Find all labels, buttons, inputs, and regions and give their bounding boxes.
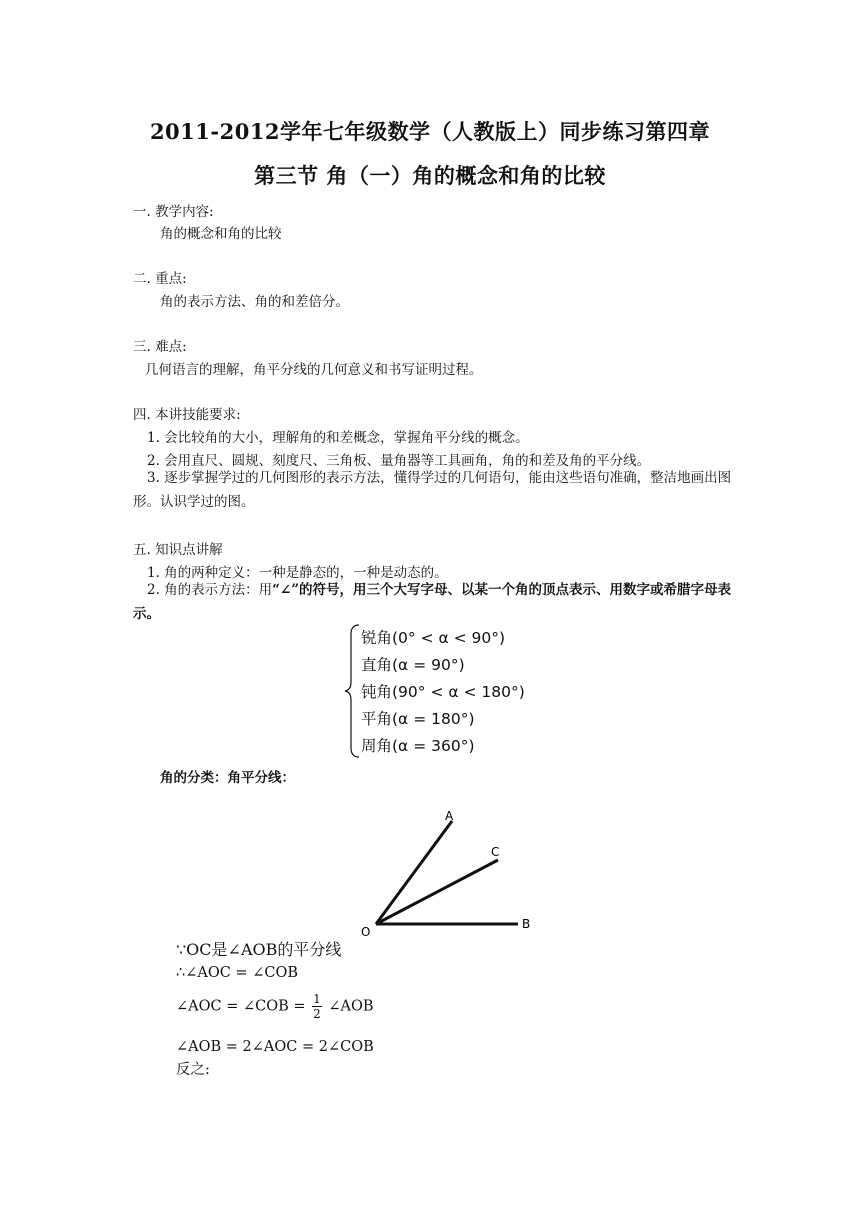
section5-item2-plain: 2. 角的表示方法：用 bbox=[147, 582, 273, 598]
full-angle-row: 周角(α = 360°) bbox=[361, 737, 475, 755]
document-title-line1: 2011-2012学年七年级数学（人教版上）同步练习第四章 bbox=[149, 119, 711, 144]
fraction-denominator: 2 bbox=[313, 1007, 321, 1021]
acute-angle-row: 锐角(0° < α < 90°) bbox=[361, 629, 506, 647]
fraction-numerator: 1 bbox=[313, 992, 321, 1006]
ray-oc bbox=[376, 860, 498, 924]
proof-line5: 反之: bbox=[176, 1062, 210, 1078]
angle-bisector-diagram bbox=[350, 800, 550, 940]
section5-heading: 五. 知识点讲解 bbox=[133, 542, 223, 558]
right-angle-row: 直角(α = 90°) bbox=[361, 656, 465, 674]
section4-heading: 四. 本讲技能要求: bbox=[133, 407, 241, 423]
obtuse-angle-row: 钝角(90° < α < 180°) bbox=[361, 683, 525, 701]
section3-body: 几何语言的理解，角平分线的几何意义和书写证明过程。 bbox=[145, 362, 483, 378]
section1-heading: 一. 教学内容: bbox=[133, 204, 214, 220]
section2-body: 角的表示方法、角的和差倍分。 bbox=[160, 294, 349, 310]
section5-item2-bold: “∠”的符号，用三个大写字母、以某一个角的顶点表示、用数字或希腊字母表示。 bbox=[133, 582, 732, 622]
proof-line2: ∴∠AOC = ∠COB bbox=[176, 965, 298, 981]
point-label-c: C bbox=[491, 845, 500, 859]
section1-body: 角的概念和角的比较 bbox=[160, 226, 282, 242]
proof-line3-right: ∠AOB bbox=[328, 998, 374, 1015]
point-label-o: O bbox=[361, 925, 371, 939]
proof-line3 bbox=[176, 992, 374, 1021]
straight-angle-row: 平角(α = 180°) bbox=[361, 710, 475, 728]
proof-line4: ∠AOB = 2∠AOC = 2∠COB bbox=[176, 1039, 374, 1055]
section4-item3: 3. 逐步掌握学过的几何图形的表示方法，懂得学过的几何语句，能由这些语句准确，整洁地画出图形。认识学过的图。 bbox=[133, 470, 732, 510]
left-brace bbox=[343, 622, 361, 760]
one-half-fraction bbox=[312, 992, 322, 1021]
point-label-b: B bbox=[522, 917, 531, 931]
section5-item2 bbox=[133, 578, 733, 626]
section3-heading: 三. 难点: bbox=[133, 339, 187, 355]
ray-oa bbox=[376, 821, 452, 924]
section5-item1: 1. 角的两种定义：一种是静态的，一种是动态的。 bbox=[147, 565, 448, 581]
proof-line1: ∵OC是∠AOB的平分线 bbox=[176, 940, 342, 959]
document-title-line2: 第三节 角（一）角的概念和角的比较 bbox=[254, 163, 606, 188]
section4-item1: 1. 会比较角的大小，理解角的和差概念，掌握角平分线的概念。 bbox=[147, 430, 529, 446]
classification-label: 角的分类：角平分线： bbox=[160, 770, 295, 786]
proof-line3-left: ∠AOC = ∠COB = bbox=[176, 998, 306, 1015]
section4-item2: 2. 会用直尺、圆规、刻度尺、三角板、量角器等工具画角，角的和差及角的平分线。 bbox=[147, 453, 651, 469]
section2-heading: 二. 重点: bbox=[133, 271, 187, 287]
point-label-a: A bbox=[445, 809, 454, 823]
